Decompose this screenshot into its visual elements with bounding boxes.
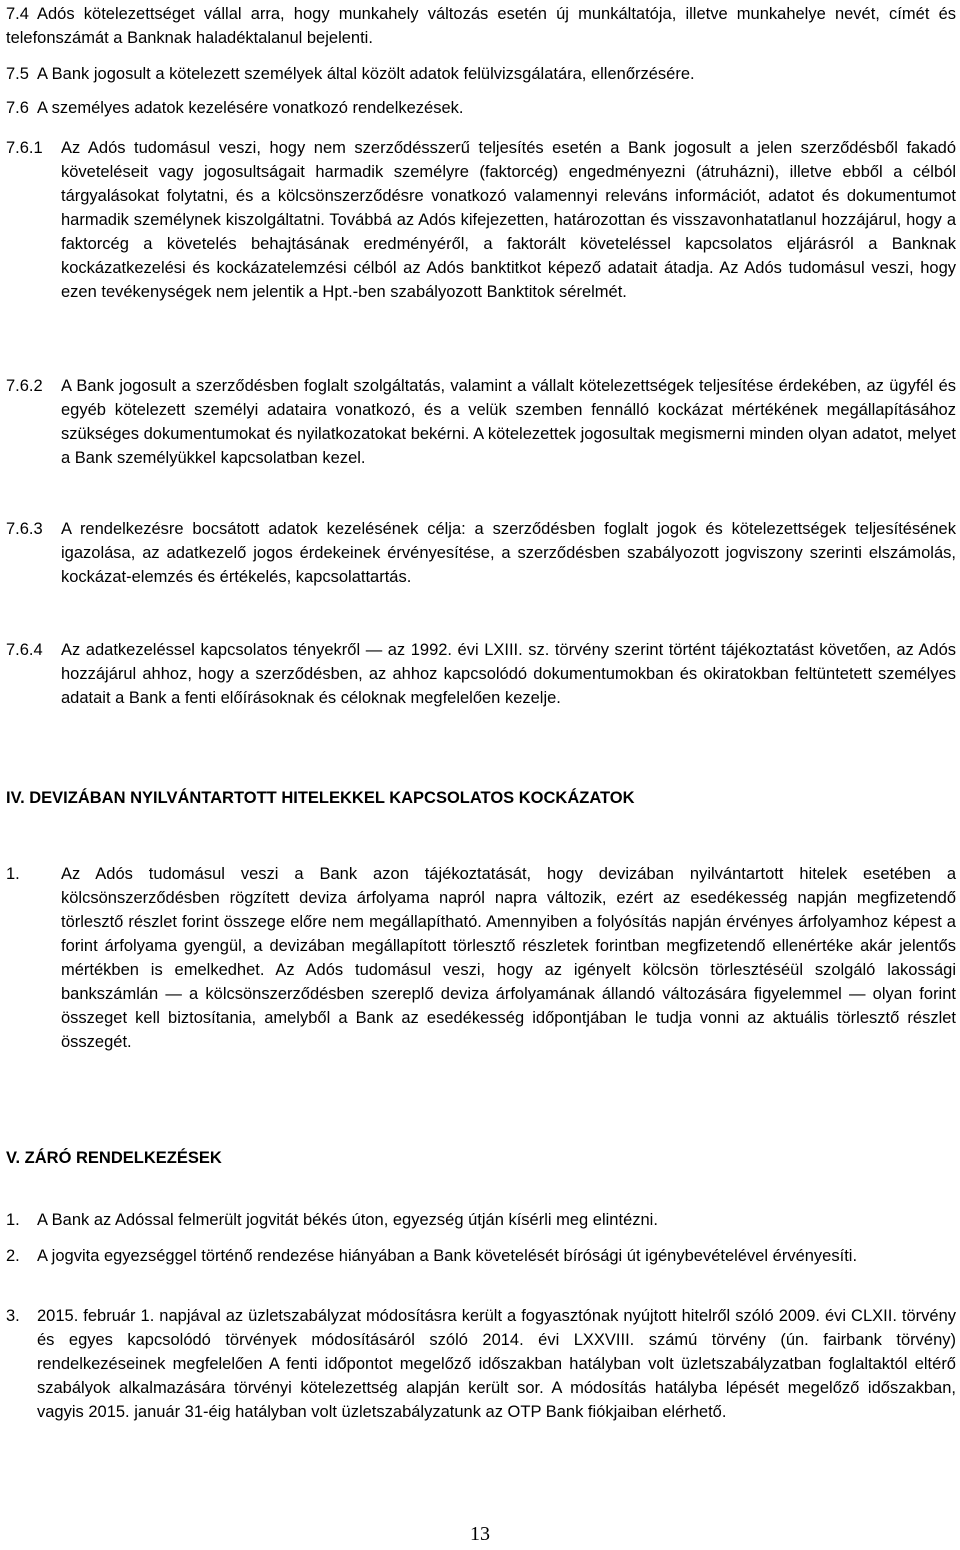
paragraph-number: 7.5 [6, 65, 29, 83]
paragraph-7-6-1 [6, 136, 956, 304]
paragraph-text: A személyes adatok kezelésére vonatkozó rendelkezések. [37, 99, 464, 117]
paragraph-text: 2015. február 1. napjával az üzletszabályzat módosításra került a fogyasztónak nyújtott hitelről szóló 2009. évi CLXII. törvény és egyes kapcsolódó törvények módosításáról szóló 2014. évi LXXVIII. számú törvény (ún. fairbank törvény) rendelkezéseinek megfelelően A fenti időpontot megelőző időszakban hatályban volt üzletszabályzatban foglaltaktól eltérő szabályok alkalmazására törvényi kötelezettség alapján került sor. A módosítás hatályba lépését megelőző időszakban, vagyis 2015. január 31-éig hatályban volt üzletszabályzatunk az OTP Bank fiókjaiban elérhető. [37, 1307, 956, 1421]
paragraph-number: 7.4 [6, 5, 29, 23]
paragraph-number: 7.6.1 [6, 139, 43, 157]
paragraph-7-6-3 [6, 517, 956, 589]
paragraph-7-6-2 [6, 374, 956, 470]
section-v-heading: V. ZÁRÓ RENDELKEZÉSEK [6, 1149, 222, 1167]
paragraph-number: 1. [6, 865, 20, 883]
section-v-item-3 [6, 1304, 956, 1424]
paragraph-number: 7.6.3 [6, 520, 43, 538]
paragraph-7-6 [6, 96, 956, 120]
paragraph-number: 1. [6, 1211, 20, 1229]
paragraph-text: A rendelkezésre bocsátott adatok kezelésének célja: a szerződésben foglalt jogok és kötelezettségek teljesítésének igazolása, az adatkezelő jogos érdekeinek érvényesítése, a szerződésben szabályozott jogviszony szerinti elszámolás, kockázat-elemzés és értékelés, kapcsolattartás. [61, 520, 956, 586]
paragraph-text: Az Adós tudomásul veszi a Bank azon tájékoztatását, hogy devizában nyilvántartott hitelek esetében a kölcsönszerződésben rögzített deviza árfolyama napról napra változik, ezért az esedékesség napján megfizetendő törlesztő részlet forint összege előre nem megállapítható. Amennyiben a folyósítás napján érvényes árfolyamhoz képest a forint árfolyama gyengül, a devizában megállapított törlesztő részletek forintban megfizetendő ellenértéke akár jelentős mértékben is emelkedhet. Az Adós tudomásul veszi, hogy az igényelt kölcsön törlesztéséül szolgáló lakossági bankszámlán — a kölcsönszerződésben szereplő deviza árfolyamának állandó változására figyelemmel — olyan forint összeget kell biztosítania, amelyből a Bank az esedékesség időpontjában le tudja vonni az aktuális törlesztő részlet összegét. [61, 865, 956, 1051]
paragraph-text: Az adatkezeléssel kapcsolatos tényekről — az 1992. évi LXIII. sz. törvény szerint történt tájékoztatást követően, az Adós hozzájárul ahhoz, hogy a szerződésben, az ahhoz kapcsolódó dokumentumokban és okiratokban feltüntetett személyes adatait a Bank a fenti előírásoknak és céloknak megfelelően kezelje. [61, 641, 956, 707]
paragraph-number: 2. [6, 1247, 20, 1265]
paragraph-text: A Bank jogosult a szerződésben foglalt szolgáltatás, valamint a vállalt kötelezettségek teljesítése érdekében, az ügyfél és egyéb kötelezett személyi adataira vonatkozó, és a velük szemben fennálló kockázat mértékének megállapításához szükséges dokumentumokat és nyilatkozatokat bekérni. A kötelezettek jogosultak megismerni minden olyan adatot, melyet a Bank személyükkel kapcsolatban kezel. [61, 377, 956, 467]
paragraph-number: 7.6.2 [6, 377, 43, 395]
section-iv-heading: IV. DEVIZÁBAN NYILVÁNTARTOTT HITELEKKEL KAPCSOLATOS KOCKÁZATOK [6, 789, 635, 807]
paragraph-7-4 [6, 2, 956, 50]
paragraph-7-6-4 [6, 638, 956, 710]
paragraph-text: A jogvita egyezséggel történő rendezése hiányában a Bank követelését bírósági út igénybevételével érvényesíti. [37, 1247, 858, 1265]
paragraph-number: 7.6 [6, 99, 29, 117]
page-number: 13 [470, 1523, 490, 1545]
paragraph-text: A Bank az Adóssal felmerült jogvitát békés úton, egyezség útján kísérli meg elintézni. [37, 1211, 658, 1229]
paragraph-number: 3. [6, 1307, 20, 1325]
paragraph-text: Adós kötelezettséget vállal arra, hogy munkahely változás esetén új munkáltatója, illetve munkahelye nevét, címét és telefonszámát a Banknak haladéktalanul bejelenti. [6, 5, 956, 47]
paragraph-number: 7.6.4 [6, 641, 43, 659]
section-iv-item-1 [6, 862, 956, 1054]
paragraph-text: A Bank jogosult a kötelezett személyek által közölt adatok felülvizsgálatára, ellenőrzésére. [37, 65, 695, 83]
section-v-item-1 [6, 1208, 956, 1232]
paragraph-7-5 [6, 62, 956, 86]
paragraph-text: Az Adós tudomásul veszi, hogy nem szerződésszerű teljesítés esetén a Bank jogosult a jelen szerződésből fakadó követeléseit vagy jogosultságait harmadik személyre (faktorcég) engedményezni (átruházni), illetve ebből a célból tárgyalásokat folytatni, és a kölcsönszerződésre vonatkozó valamennyi releváns információt, adatot és dokumentumot harmadik személynek kiszolgáltatni. Továbbá az Adós kifejezetten, határozottan és visszavonhatatlanul hozzájárul, hogy a faktorcég a követelés behajtásának eredményéről, a faktorált követeléssel kapcsolatos eljárásról a Banknak kockázatkezelési és kockázatelemzési célból az Adós banktitkot képező adatait átadja. Az Adós tudomásul veszi, hogy ezen tevékenységek nem jelentik a Hpt.-ben szabályozott Banktitok sérelmét. [61, 139, 956, 301]
section-v-item-2 [6, 1244, 956, 1268]
